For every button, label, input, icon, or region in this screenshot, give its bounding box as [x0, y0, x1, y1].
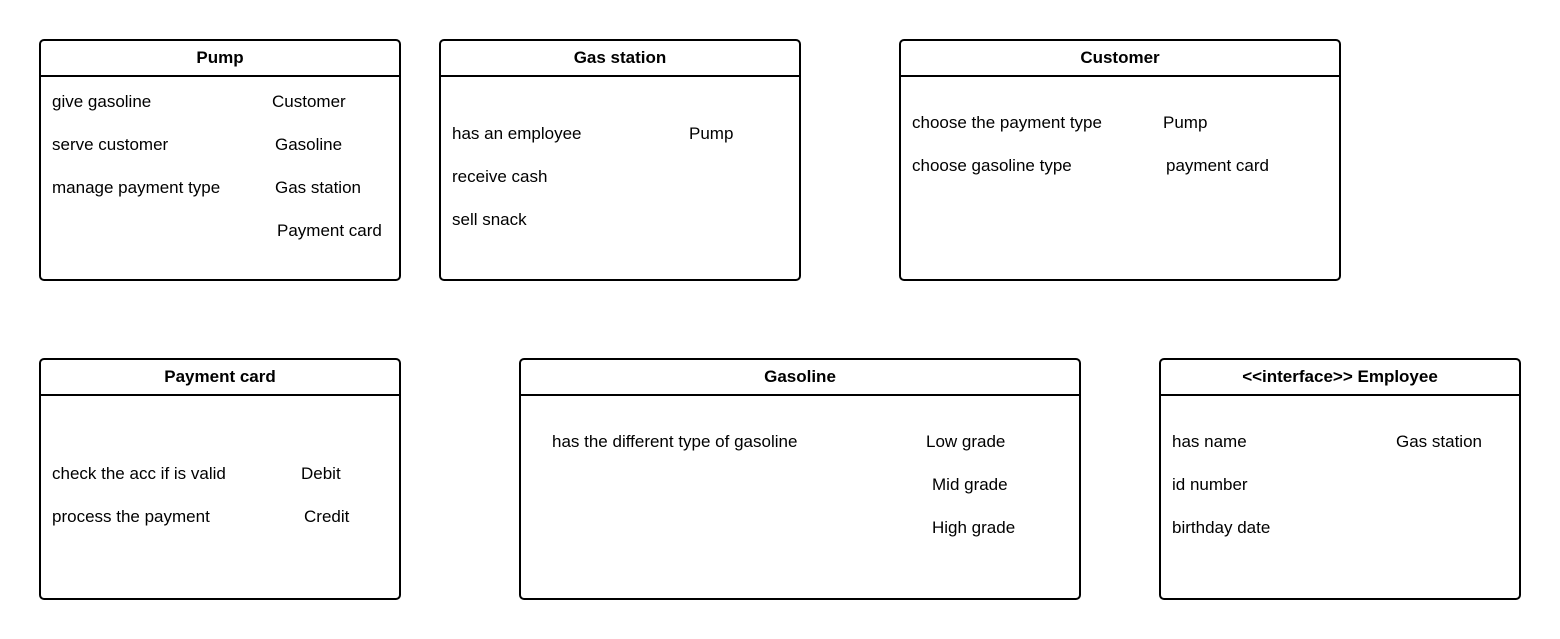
collaborator: payment card	[1166, 156, 1269, 175]
collaborator: Gasoline	[275, 135, 343, 154]
card-title: Gas station	[441, 41, 799, 77]
collaborator: Payment card	[277, 221, 382, 240]
responsibility: check the acc if is valid	[52, 464, 226, 483]
card-gasoline	[519, 358, 1081, 600]
card-payment-card	[39, 358, 401, 600]
responsibility: id number	[1172, 475, 1248, 494]
responsibility: choose gasoline type	[912, 156, 1072, 175]
collaborator: Pump	[689, 124, 734, 143]
card-employee	[1159, 358, 1521, 600]
collaborator: Gas station	[1396, 432, 1482, 451]
collaborator: Mid grade	[932, 475, 1008, 494]
responsibility: has the different type of gasoline	[552, 432, 798, 451]
card-title: Pump	[41, 41, 399, 77]
card-title: Customer	[901, 41, 1339, 77]
responsibility: receive cash	[452, 167, 548, 186]
collaborator: Pump	[1163, 113, 1208, 132]
collaborator: Low grade	[926, 432, 1006, 451]
card-pump	[39, 39, 401, 281]
collaborator: High grade	[932, 518, 1016, 537]
responsibility: serve customer	[52, 135, 169, 154]
card-customer	[899, 39, 1341, 281]
responsibility: manage payment type	[52, 178, 221, 197]
responsibility: birthday date	[1172, 518, 1271, 537]
responsibility: choose the payment type	[912, 113, 1102, 132]
responsibility: has an employee	[452, 124, 582, 143]
card-title: Gasoline	[521, 360, 1079, 396]
collaborator: Gas station	[275, 178, 361, 197]
collaborator: Customer	[272, 92, 346, 111]
card-title: <<interface>> Employee	[1161, 360, 1519, 396]
collaborator: Credit	[304, 507, 350, 526]
collaborator: Debit	[301, 464, 341, 483]
card-gas-station	[439, 39, 801, 281]
responsibility: has name	[1172, 432, 1247, 451]
card-title: Payment card	[41, 360, 399, 396]
responsibility: sell snack	[452, 210, 527, 229]
responsibility: give gasoline	[52, 92, 152, 111]
responsibility: process the payment	[52, 507, 210, 526]
